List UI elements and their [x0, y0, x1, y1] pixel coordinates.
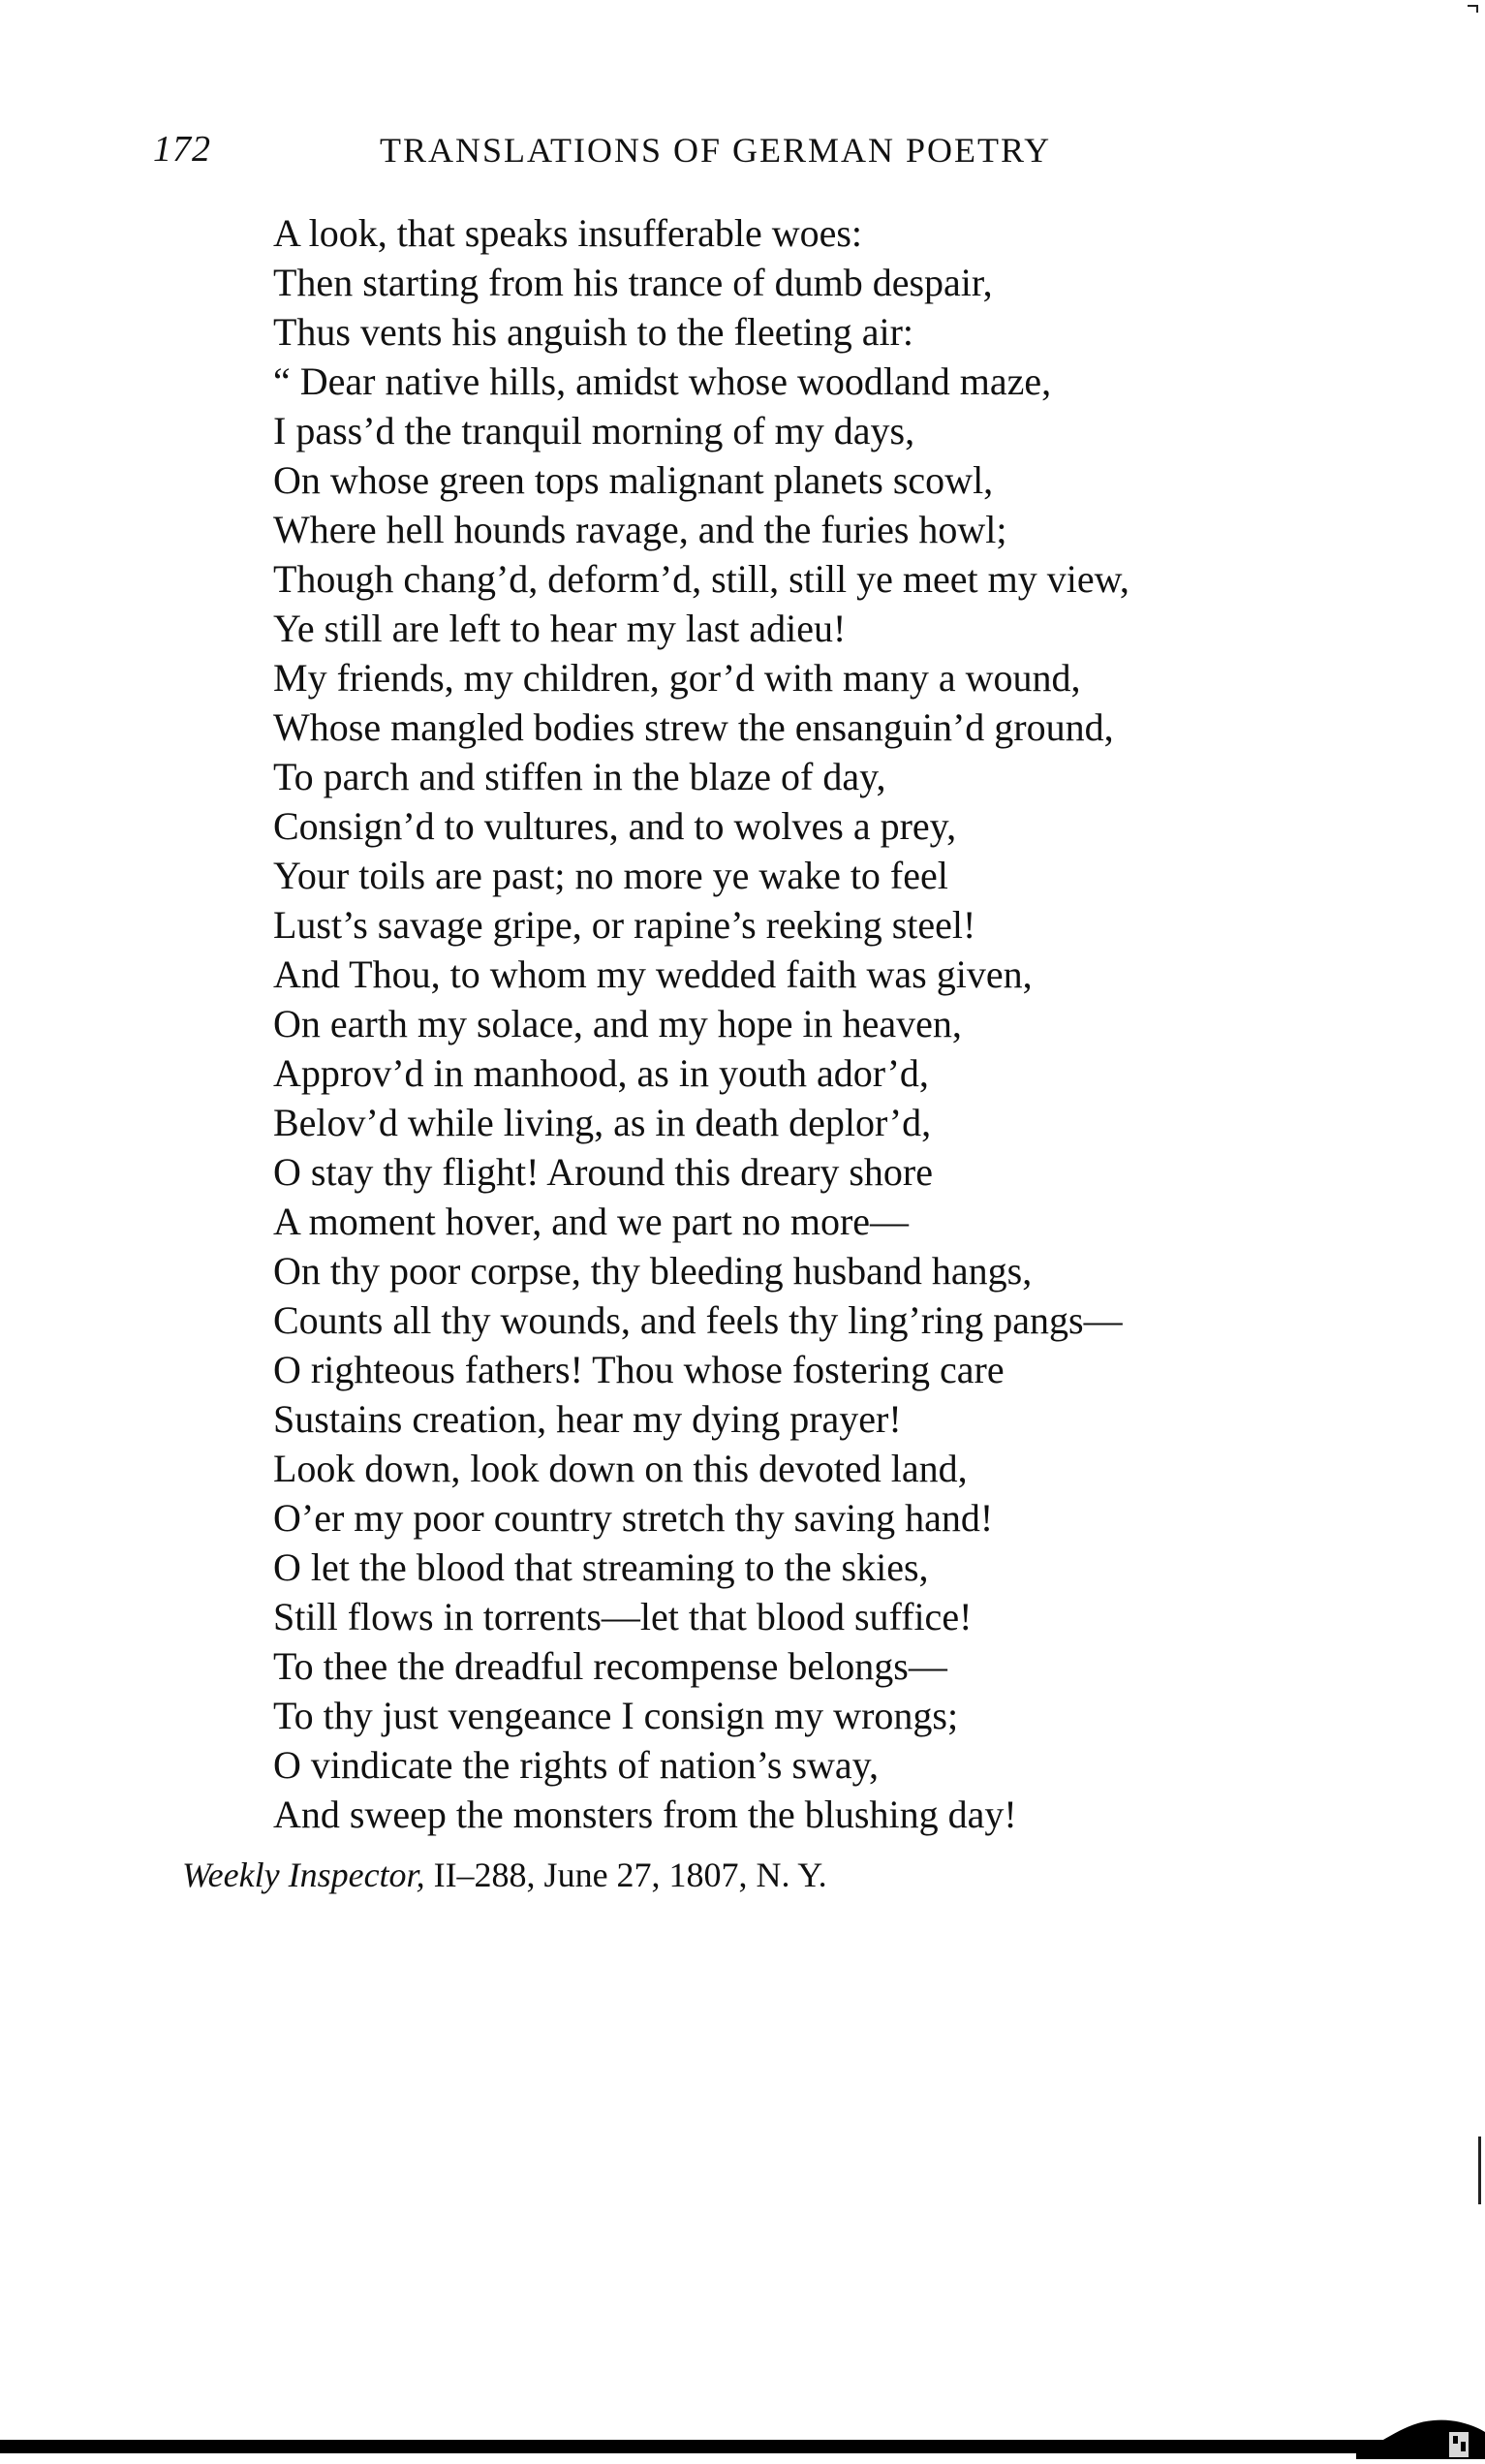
citation-details: II–288, June 27, 1807, N. Y.: [424, 1856, 827, 1894]
poem-line: And sweep the monsters from the blushing day!: [273, 1793, 1017, 1836]
poem-line: O let the blood that streaming to the skies,: [273, 1545, 929, 1589]
page-number: 172: [153, 129, 211, 170]
poem-line: O stay thy flight! Around this dreary shore: [273, 1150, 933, 1194]
poem-line: “ Dear native hills, amidst whose woodland maze,: [273, 359, 1052, 403]
source-citation: [182, 1855, 827, 1895]
poem-line: O vindicate the rights of nation’s sway,: [273, 1743, 880, 1787]
scan-page-tab: [1356, 2403, 1485, 2459]
poem-text: [273, 208, 1300, 1839]
poem-line: O righteous fathers! Thou whose fostering care: [273, 1348, 1005, 1391]
poem-line: Look down, look down on this devoted land,: [273, 1447, 968, 1490]
poem-line: Belov’d while living, as in death deplor’d,: [273, 1101, 932, 1144]
poem-line: Lust’s savage gripe, or rapine’s reeking steel!: [273, 903, 976, 947]
poem-line: To thy just vengeance I consign my wrongs;: [273, 1694, 959, 1737]
poem-line: Consign’d to vultures, and to wolves a prey,: [273, 804, 957, 848]
poem-line: Then starting from his trance of dumb despair,: [273, 261, 993, 304]
poem-line: And Thou, to whom my wedded faith was given,: [273, 952, 1033, 996]
poem-line: Where hell hounds ravage, and the furies howl;: [273, 508, 1007, 551]
poem-line: My friends, my children, gor’d with many a wound,: [273, 656, 1081, 700]
poem-line: Sustains creation, hear my dying prayer!: [273, 1397, 902, 1441]
poem-line: On earth my solace, and my hope in heaven,: [273, 1002, 962, 1045]
poem-line: Your toils are past; no more ye wake to feel: [273, 854, 948, 897]
poem-line: Counts all thy wounds, and feels thy ling’ring pangs—: [273, 1298, 1123, 1342]
scan-bottom-edge: [0, 2440, 1424, 2453]
poem-line: A moment hover, and we part no more—: [273, 1200, 910, 1243]
poem-line: On whose green tops malignant planets scowl,: [273, 458, 994, 502]
citation-source: Weekly Inspector,: [182, 1856, 425, 1894]
poem-line: To thee the dreadful recompense belongs—: [273, 1644, 947, 1688]
poem-line: A look, that speaks insufferable woes:: [273, 211, 863, 255]
poem-line: Approv’d in manhood, as in youth ador’d,: [273, 1051, 929, 1095]
poem-line: I pass’d the tranquil morning of my days,: [273, 409, 915, 452]
poem-line: To parch and stiffen in the blaze of day,: [273, 755, 886, 798]
poem-line: On thy poor corpse, thy bleeding husband hangs,: [273, 1249, 1033, 1293]
poem-line: Ye still are left to hear my last adieu!: [273, 607, 847, 650]
scan-corner-mark: [1468, 0, 1479, 8]
poem-line: Whose mangled bodies strew the ensanguin’d ground,: [273, 705, 1114, 749]
poem-line: Still flows in torrents—let that blood suffice!: [273, 1595, 973, 1638]
poem-line: Thus vents his anguish to the fleeting air:: [273, 310, 913, 354]
running-title: TRANSLATIONS OF GERMAN POETRY: [380, 131, 1052, 170]
scan-edge-mark: [1478, 2137, 1481, 2204]
poem-line: O’er my poor country stretch thy saving hand!: [273, 1496, 994, 1540]
poem-line: Though chang’d, deform’d, still, still ye meet my view,: [273, 557, 1129, 601]
